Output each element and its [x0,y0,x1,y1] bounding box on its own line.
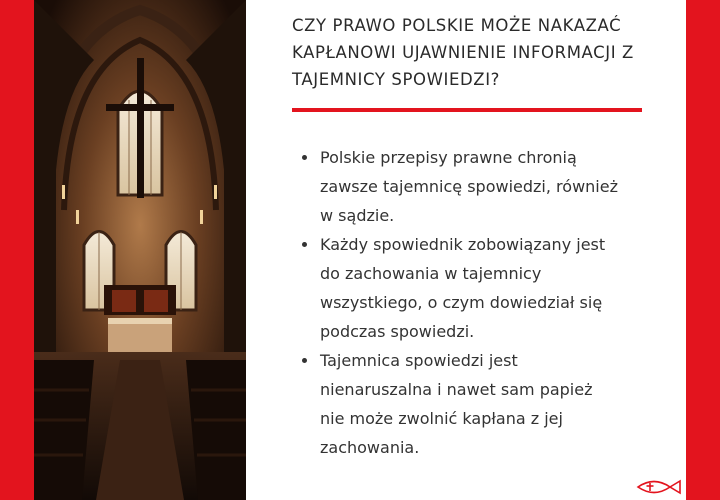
bullet-1-line-2: zawsze tajemnicę spowiedzi, również [320,177,618,196]
title-line-2: KAPŁANOWI UJAWNIENIE INFORMACJI Z [292,43,634,62]
church-interior-photo [34,0,246,500]
bullet-3-line-4: zachowania. [320,438,420,457]
bullet-3-line-3: nie może zwolnić kapłana z jej [320,409,563,428]
bullet-1-line-1: Polskie przepisy prawne chronią [320,148,577,167]
bullet-dot-icon [302,242,307,247]
left-red-border [0,0,34,500]
bullet-2-line-4: podczas spowiedzi. [320,322,475,341]
bullet-dot-icon [302,358,307,363]
title-line-3: TAJEMNICY SPOWIEDZI? [292,70,501,89]
page-title [292,12,652,93]
bullet-2-line-3: wszystkiego, o czym dowiedział się [320,293,603,312]
content-panel [246,0,686,500]
list-item [300,143,640,230]
bullet-3-line-1: Tajemnica spowiedzi jest [320,351,518,370]
bullet-list [300,143,640,462]
bullet-2-line-1: Każdy spowiednik zobowiązany jest [320,235,606,254]
bullet-2-line-2: do zachowania w tajemnicy [320,264,542,283]
bullet-dot-icon [302,155,307,160]
fish-cross-icon [636,478,684,500]
title-line-1: CZY PRAWO POLSKIE MOŻE NAKAZAĆ [292,16,622,35]
list-item [300,230,640,346]
bullet-3-line-2: nienaruszalna i nawet sam papież [320,380,593,399]
list-item [300,346,640,462]
bullet-1-line-3: w sądzie. [320,206,395,225]
right-red-border [686,0,720,500]
title-divider [292,108,642,112]
